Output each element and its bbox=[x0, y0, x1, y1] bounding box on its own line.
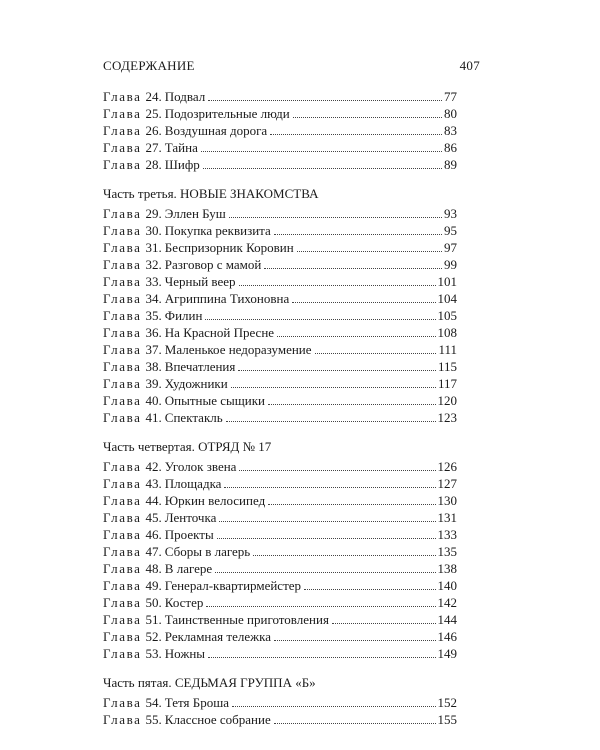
chapter-page: 105 bbox=[437, 308, 457, 323]
chapter-page: 120 bbox=[437, 393, 457, 408]
dot-leader bbox=[208, 657, 435, 658]
dot-leader bbox=[268, 404, 435, 405]
chapter-title: Спектакль bbox=[164, 410, 223, 425]
chapter-title: Агриппина Тихоновна bbox=[164, 291, 290, 306]
chapter-label: Глава bbox=[103, 393, 142, 408]
chapter-title: Шифр bbox=[164, 157, 200, 172]
chapter-number: 40. bbox=[145, 393, 162, 408]
toc-entry bbox=[103, 594, 457, 611]
toc-entry bbox=[103, 526, 457, 543]
chapter-title: Эллен Буш bbox=[164, 206, 226, 221]
chapter-label: Глава bbox=[103, 274, 142, 289]
dot-leader bbox=[205, 319, 435, 320]
chapter-number: 26. bbox=[145, 123, 162, 138]
chapter-number: 32. bbox=[145, 257, 162, 272]
chapter-title: Юркин велосипед bbox=[164, 493, 266, 508]
toc-entry bbox=[103, 492, 457, 509]
chapter-label: Глава bbox=[103, 342, 142, 357]
toc-section bbox=[103, 674, 457, 728]
chapter-label: Глава bbox=[103, 223, 142, 238]
toc-entry bbox=[103, 543, 457, 560]
chapter-number: 28. bbox=[145, 157, 162, 172]
chapter-title: Художники bbox=[164, 376, 228, 391]
chapter-number: 45. bbox=[145, 510, 162, 525]
dot-leader bbox=[268, 504, 435, 505]
chapter-number: 29. bbox=[145, 206, 162, 221]
toc-section bbox=[103, 438, 457, 662]
chapter-label: Глава bbox=[103, 206, 142, 221]
chapter-title: Подвал bbox=[164, 89, 206, 104]
chapter-label: Глава bbox=[103, 325, 142, 340]
toc-entry bbox=[103, 509, 457, 526]
dot-leader bbox=[304, 589, 435, 590]
dot-leader bbox=[274, 234, 442, 235]
toc-entry bbox=[103, 392, 457, 409]
dot-leader bbox=[253, 555, 435, 556]
toc-entry bbox=[103, 105, 457, 122]
chapter-number: 44. bbox=[145, 493, 162, 508]
chapter-label: Глава bbox=[103, 257, 142, 272]
toc-entry bbox=[103, 290, 457, 307]
running-title: СОДЕРЖАНИЕ bbox=[103, 58, 195, 73]
chapter-label: Глава bbox=[103, 308, 142, 323]
toc-section bbox=[103, 88, 457, 173]
toc-entry bbox=[103, 88, 457, 105]
chapter-number: 30. bbox=[145, 223, 162, 238]
chapter-number: 47. bbox=[145, 544, 162, 559]
chapter-label: Глава bbox=[103, 410, 142, 425]
toc-entry bbox=[103, 139, 457, 156]
dot-leader bbox=[274, 723, 436, 724]
chapter-title: Ленточка bbox=[164, 510, 217, 525]
chapter-label: Глава bbox=[103, 595, 142, 610]
chapter-page: 149 bbox=[437, 646, 457, 661]
chapter-page: 130 bbox=[437, 493, 457, 508]
chapter-title: Площадка bbox=[164, 476, 222, 491]
chapter-page: 108 bbox=[437, 325, 457, 340]
chapter-page: 80 bbox=[444, 106, 457, 121]
part-title: Часть третья. НОВЫЕ ЗНАКОМСТВА bbox=[103, 186, 319, 201]
chapter-label: Глава bbox=[103, 376, 142, 391]
dot-leader bbox=[239, 470, 435, 471]
chapter-number: 39. bbox=[145, 376, 162, 391]
chapter-label: Глава bbox=[103, 106, 142, 121]
toc-entry bbox=[103, 358, 457, 375]
chapter-label: Глава bbox=[103, 544, 142, 559]
chapter-label: Глава bbox=[103, 695, 142, 710]
chapter-title: Таинственные приготовления bbox=[164, 612, 329, 627]
toc-entry bbox=[103, 560, 457, 577]
chapter-label: Глава bbox=[103, 459, 142, 474]
chapter-number: 54. bbox=[145, 695, 162, 710]
part-title: Часть пятая. СЕДЬМАЯ ГРУППА «Б» bbox=[103, 675, 316, 690]
toc-entry bbox=[103, 458, 457, 475]
toc-entry bbox=[103, 645, 457, 662]
toc-entry bbox=[103, 375, 457, 392]
chapter-title: Воздушная дорога bbox=[164, 123, 268, 138]
chapter-label: Глава bbox=[103, 140, 142, 155]
chapter-title: Беспризорник Коровин bbox=[164, 240, 294, 255]
chapter-title: Тайна bbox=[164, 140, 198, 155]
dot-leader bbox=[293, 117, 442, 118]
dot-leader bbox=[232, 706, 436, 707]
chapter-number: 53. bbox=[145, 646, 162, 661]
table-of-contents bbox=[103, 88, 457, 740]
chapter-title: Впечатления bbox=[164, 359, 236, 374]
chapter-label: Глава bbox=[103, 578, 142, 593]
dot-leader bbox=[224, 487, 435, 488]
chapter-title: В лагере bbox=[164, 561, 213, 576]
chapter-page: 127 bbox=[437, 476, 457, 491]
chapter-label: Глава bbox=[103, 89, 142, 104]
toc-entry bbox=[103, 409, 457, 426]
dot-leader bbox=[238, 370, 436, 371]
chapter-label: Глава bbox=[103, 646, 142, 661]
chapter-title: Маленькое недоразумение bbox=[164, 342, 312, 357]
chapter-title: Черный веер bbox=[164, 274, 236, 289]
dot-leader bbox=[277, 336, 435, 337]
chapter-title: Сборы в лагерь bbox=[164, 544, 251, 559]
chapter-page: 142 bbox=[437, 595, 457, 610]
chapter-label: Глава bbox=[103, 493, 142, 508]
chapter-page: 152 bbox=[437, 695, 457, 710]
chapter-title: Разговор с мамой bbox=[164, 257, 262, 272]
toc-entry bbox=[103, 256, 457, 273]
dot-leader bbox=[201, 151, 442, 152]
chapter-title: Тетя Броша bbox=[164, 695, 229, 710]
chapter-label: Глава bbox=[103, 123, 142, 138]
chapter-title: Уголок звена bbox=[164, 459, 237, 474]
chapter-page: 155 bbox=[437, 712, 457, 727]
chapter-number: 52. bbox=[145, 629, 162, 644]
chapter-page: 146 bbox=[437, 629, 457, 644]
chapter-page: 99 bbox=[444, 257, 457, 272]
dot-leader bbox=[215, 572, 435, 573]
chapter-number: 42. bbox=[145, 459, 162, 474]
chapter-page: 131 bbox=[437, 510, 457, 525]
toc-entry bbox=[103, 628, 457, 645]
chapter-page: 138 bbox=[437, 561, 457, 576]
chapter-title: Проекты bbox=[164, 527, 214, 542]
chapter-number: 38. bbox=[145, 359, 162, 374]
chapter-page: 115 bbox=[437, 359, 457, 374]
chapter-title: Рекламная тележка bbox=[164, 629, 271, 644]
chapter-label: Глава bbox=[103, 561, 142, 576]
dot-leader bbox=[231, 387, 436, 388]
chapter-page: 104 bbox=[437, 291, 457, 306]
chapter-number: 33. bbox=[145, 274, 162, 289]
toc-entry bbox=[103, 205, 457, 222]
chapter-page: 140 bbox=[437, 578, 457, 593]
chapter-label: Глава bbox=[103, 629, 142, 644]
dot-leader bbox=[292, 302, 435, 303]
chapter-label: Глава bbox=[103, 712, 142, 727]
chapter-page: 144 bbox=[437, 612, 457, 627]
chapter-title: Костер bbox=[164, 595, 204, 610]
toc-entry bbox=[103, 307, 457, 324]
chapter-number: 50. bbox=[145, 595, 162, 610]
chapter-page: 95 bbox=[444, 223, 457, 238]
chapter-number: 46. bbox=[145, 527, 162, 542]
chapter-page: 117 bbox=[437, 376, 457, 391]
chapter-page: 111 bbox=[438, 342, 457, 357]
part-title: Часть четвертая. ОТРЯД № 17 bbox=[103, 439, 272, 454]
toc-entry bbox=[103, 577, 457, 594]
chapter-page: 86 bbox=[444, 140, 457, 155]
chapter-number: 34. bbox=[145, 291, 162, 306]
chapter-page: 93 bbox=[444, 206, 457, 221]
page-header bbox=[103, 58, 480, 74]
chapter-title: Классное собрание bbox=[164, 712, 271, 727]
chapter-number: 49. bbox=[145, 578, 162, 593]
toc-entry bbox=[103, 273, 457, 290]
dot-leader bbox=[208, 100, 442, 101]
chapter-number: 43. bbox=[145, 476, 162, 491]
chapter-label: Глава bbox=[103, 240, 142, 255]
dot-leader bbox=[206, 606, 435, 607]
toc-entry bbox=[103, 611, 457, 628]
dot-leader bbox=[239, 285, 436, 286]
chapter-page: 89 bbox=[444, 157, 457, 172]
chapter-page: 77 bbox=[444, 89, 457, 104]
chapter-page: 101 bbox=[437, 274, 457, 289]
toc-entry bbox=[103, 475, 457, 492]
dot-leader bbox=[264, 268, 442, 269]
dot-leader bbox=[226, 421, 436, 422]
chapter-label: Глава bbox=[103, 291, 142, 306]
chapter-label: Глава bbox=[103, 157, 142, 172]
dot-leader bbox=[274, 640, 436, 641]
chapter-number: 35. bbox=[145, 308, 162, 323]
toc-entry bbox=[103, 341, 457, 358]
dot-leader bbox=[315, 353, 437, 354]
toc-entry bbox=[103, 156, 457, 173]
page-number: 407 bbox=[459, 58, 480, 73]
dot-leader bbox=[229, 217, 442, 218]
chapter-label: Глава bbox=[103, 476, 142, 491]
dot-leader bbox=[203, 168, 442, 169]
chapter-title: На Красной Пресне bbox=[164, 325, 275, 340]
chapter-label: Глава bbox=[103, 359, 142, 374]
toc-entry bbox=[103, 694, 457, 711]
chapter-page: 97 bbox=[444, 240, 457, 255]
chapter-page: 123 bbox=[437, 410, 457, 425]
chapter-number: 51. bbox=[145, 612, 162, 627]
toc-entry bbox=[103, 711, 457, 728]
dot-leader bbox=[270, 134, 442, 135]
dot-leader bbox=[219, 521, 435, 522]
dot-leader bbox=[297, 251, 442, 252]
chapter-page: 133 bbox=[437, 527, 457, 542]
chapter-number: 55. bbox=[145, 712, 162, 727]
toc-section bbox=[103, 185, 457, 426]
chapter-number: 24. bbox=[145, 89, 162, 104]
toc-entry bbox=[103, 222, 457, 239]
dot-leader bbox=[332, 623, 436, 624]
chapter-title: Опытные сыщики bbox=[164, 393, 266, 408]
chapter-title: Генерал-квартирмейстер bbox=[164, 578, 302, 593]
chapter-title: Филин bbox=[164, 308, 203, 323]
chapter-page: 83 bbox=[444, 123, 457, 138]
chapter-number: 25. bbox=[145, 106, 162, 121]
chapter-number: 41. bbox=[145, 410, 162, 425]
chapter-page: 135 bbox=[437, 544, 457, 559]
chapter-label: Глава bbox=[103, 527, 142, 542]
toc-entry bbox=[103, 239, 457, 256]
chapter-number: 48. bbox=[145, 561, 162, 576]
toc-entry bbox=[103, 122, 457, 139]
chapter-title: Ножны bbox=[164, 646, 206, 661]
chapter-number: 27. bbox=[145, 140, 162, 155]
chapter-page: 126 bbox=[437, 459, 457, 474]
chapter-number: 31. bbox=[145, 240, 162, 255]
chapter-label: Глава bbox=[103, 612, 142, 627]
dot-leader bbox=[217, 538, 436, 539]
chapter-title: Подозрительные люди bbox=[164, 106, 290, 121]
chapter-label: Глава bbox=[103, 510, 142, 525]
chapter-number: 36. bbox=[145, 325, 162, 340]
chapter-number: 37. bbox=[145, 342, 162, 357]
toc-entry bbox=[103, 324, 457, 341]
chapter-title: Покупка реквизита bbox=[164, 223, 271, 238]
